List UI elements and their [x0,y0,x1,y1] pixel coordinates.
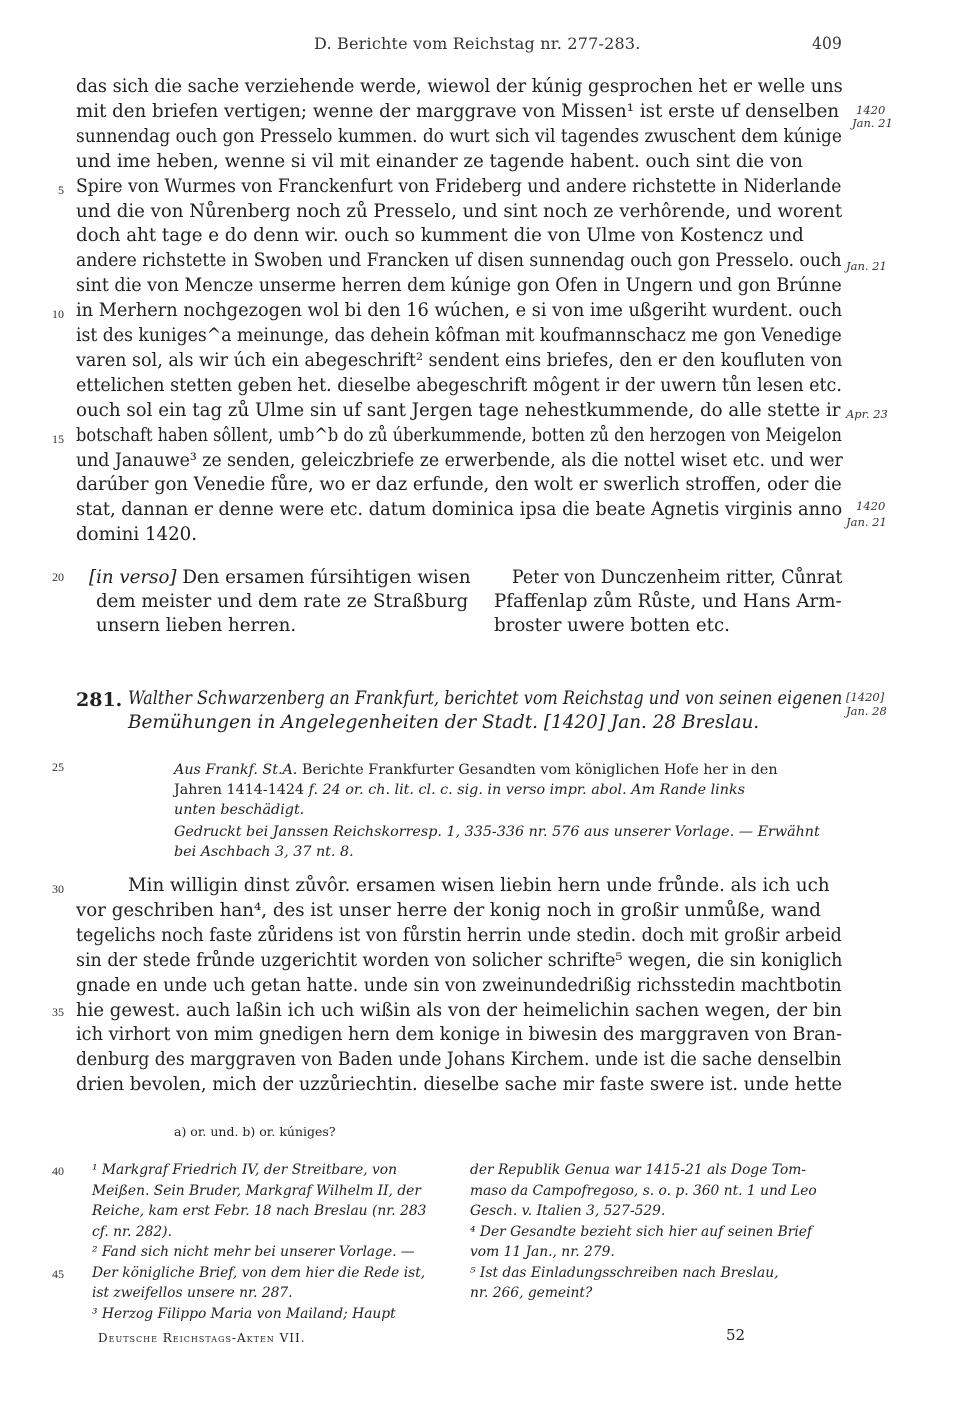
document-number: 281. [76,689,123,711]
address-line: unsern lieben herren. [96,615,297,636]
text-line: ² Fand sich nicht mehr bei unserer Vorlage. — [92,1244,415,1260]
address-line: [in verso] Den ersamen fúrsihtigen wisen [89,567,471,588]
text-line: ich virhort von mim gnedigen hern dem konige in biwesin des marggraven von Bran- [76,1024,843,1046]
verso-tag: [in verso] [89,567,177,588]
text-line: ouch sol ein tag zů Ulme sin uf sant Jergen tage nehestkummende, do alle stette ir [76,399,841,421]
text-line: Der königliche Brief, von dem hier die Rede ist, [92,1264,426,1281]
address-line: dem meister und dem rate ze Straßburg [96,591,469,612]
text-line: stat, dannan er denne were etc. datum dominica ipsa die beate Agnetis virginis anno [76,499,843,521]
text-line: gnade en unde uch getan hatte. unde sin von zweinundedrißig richsstedin machtbotin [76,974,842,996]
text-line: botschaft haben sôllent, umb^b do zů úberkummende, botten zů den herzogen von Meigelon [76,424,842,446]
text-line: cf. nr. 282). [92,1223,172,1240]
text-line: sin der stede frůnde uzgerichtit worden von solicher schrifte⁵ wegen, die sin koniglich [76,949,843,971]
document-title: Bemühungen in Angelegenheiten der Stadt. [1420] Jan. 28 Breslau. [128,712,760,733]
text-line: nr. 266, gemeint? [470,1285,593,1301]
text-line: Spire von Wurmes von Franckenfurt von Frideberg und andere richstette in Niderlande [76,175,842,197]
margin-date: Jan. 21 [846,259,887,273]
margin-date: Jan. 21 [846,515,887,529]
line-number: 25 [52,760,64,774]
signature-line: Pfaffenlap zům Růste, und Hans Arm- [494,591,842,612]
line-number: 30 [52,882,64,896]
text-line: ³ Herzog Filippo Maria von Mailand; Haupt [92,1305,396,1322]
margin-date: Apr. 23 [846,407,888,421]
source-note: unten beschädigt. [174,802,305,818]
line-number: 40 [52,1164,64,1178]
margin-year: [1420] [846,690,885,704]
source-note: Gedruckt bei Janssen Reichskorresp. 1, 335-336 nr. 576 aus unserer Vorlage. — Erwähnt [174,824,820,840]
text-line: und ime heben, wenne si vil mit einander ze tagende habent. ouch sint die von [76,150,803,172]
text-line: der Republik Genua war 1415-21 als Doge Tom- [470,1162,806,1178]
text-line: Meißen. Sein Bruder, Markgraf Wilhelm II, der [92,1182,421,1199]
text-line: hie gewest. auch laßin ich uch wißin als von der heimelichin sachen wegen, der bin [76,999,842,1021]
text-line: Min willigin dinst zůvôr. ersamen wisen liebin hern unde frůnde. als ich uch [128,875,830,896]
line-number: 45 [52,1267,64,1281]
text-line: domini 1420. [76,524,198,546]
text-line: vor geschriben han⁴, des ist unser herre der konig noch in großir unmůße, wand [76,899,821,921]
margin-year: 1420 [856,103,886,117]
margin-year: 1420 [856,499,886,513]
source-note: Aus Frankf. St.A. Berichte Frankfurter Gesandten vom königlichen Hofe her in den [174,762,778,778]
text-line: darúber gon Venedie fůre, wo er daz erfunde, den wolt er swerlich stroffen, oder die [76,474,842,496]
text-line: ⁵ Ist das Einladungsschreiben nach Breslau, [470,1264,779,1281]
series-title: Deutsche Reichstags-Akten VII. [98,1331,306,1345]
line-number: 5 [58,183,64,197]
text-line: varen sol, als wir úch ein abegeschrift² sendent eins briefes, den er den koufluten von [76,349,843,371]
margin-date: Jan. 28 [846,704,887,718]
page-number: 409 [812,34,843,54]
text-line: in Merhern nochgezogen wol bi den 16 wúchen, e si von ime ußgeriht wurdent. ouch [76,300,843,322]
textual-variants: a) or. und. b) or. kúniges? [174,1124,336,1139]
running-title: D. Berichte vom Reichstag nr. 277-283. [314,34,641,53]
text-line: andere richstette in Swoben und Francken uf disen sunnendag ouch gon Presselo. ouch [76,250,842,272]
margin-date: Jan. 21 [852,116,893,130]
text-line: ist zweifellos unsere nr. 287. [92,1285,293,1301]
text-line: ⁴ Der Gesandte bezieht sich hier auf seinen Brief [470,1223,813,1240]
signature-line: broster uwere botten etc. [494,615,730,636]
document-title: Walther Schwarzenberg an Frankfurt, berichtet vom Reichstag und von seinen eigenen [128,688,843,709]
text-line: und die von Nůrenberg noch zů Presselo, und sint noch ze verhôrende, und worent [76,200,843,222]
text-line: vom 11 Jan., nr. 279. [470,1244,615,1260]
text-line: denburg des marggraven von Baden unde Johans Kirchem. unde ist die sache denselbin [76,1049,842,1071]
text-line: doch aht tage e do denn wir. ouch so kumment die von Ulme von Kostencz und [76,225,804,247]
text-line: drien bevolen, mich der uzzůriechtin. dieselbe sache mir faste swere ist. unde hette [76,1074,843,1096]
text-line: tegelichs noch faste zůridens ist von fůrstin herrin unde stedin. doch mit großir arbeid [76,924,842,946]
line-number: 20 [52,570,64,584]
text-line: ¹ Markgraf Friedrich IV, der Streitbare, von [92,1162,397,1178]
text-line: ettelichen stetten geben het. dieselbe abegeschrift môgent ir der uwern tůn lesen etc. [76,374,842,396]
line-number: 35 [52,1005,64,1019]
text-line: ist des kuniges^a meinunge, das dehein kôfman mit koufmannschacz me gon Venedige [76,325,842,346]
text-line: maso da Campofregoso, s. o. p. 360 nt. 1 und Leo [470,1182,817,1199]
source-note: bei Aschbach 3, 37 nt. 8. [174,844,354,860]
source-note: Jahren 1414-1424 f. 24 or. ch. lit. cl. c. sig. in verso impr. abol. Am Rande links [174,782,745,798]
sheet-signature: 52 [726,1326,746,1344]
signature-line: Peter von Dunczenheim ritter, Cůnrat [512,567,843,588]
text-line: das sich die sache verziehende werde, wiewol der kúnig gesprochen het er welle uns [76,76,843,97]
text-line: mit den briefen vertigen; wenne der marggrave von Missen¹ ist erste uf denselben [76,100,840,122]
line-number: 15 [52,432,64,446]
text-line: Gesch. v. Italien 3, 527-529. [470,1203,666,1219]
text-line: und Janauwe³ ze senden, geleiczbriefe ze erwerbende, als die nottel wiset etc. und wer [76,449,843,471]
line-number: 10 [52,307,64,321]
text-line: sint die von Mencze unserme herren dem kúnige gon Ofen in Ungern und gon Brúnne [76,275,842,297]
text-line: Reiche, kam erst Febr. 18 nach Breslau (nr. 283 [92,1203,427,1219]
text-line: sunnendag ouch gon Presselo kummen. do wurt sich vil tagendes zwuschent dem kúnige [76,125,842,147]
